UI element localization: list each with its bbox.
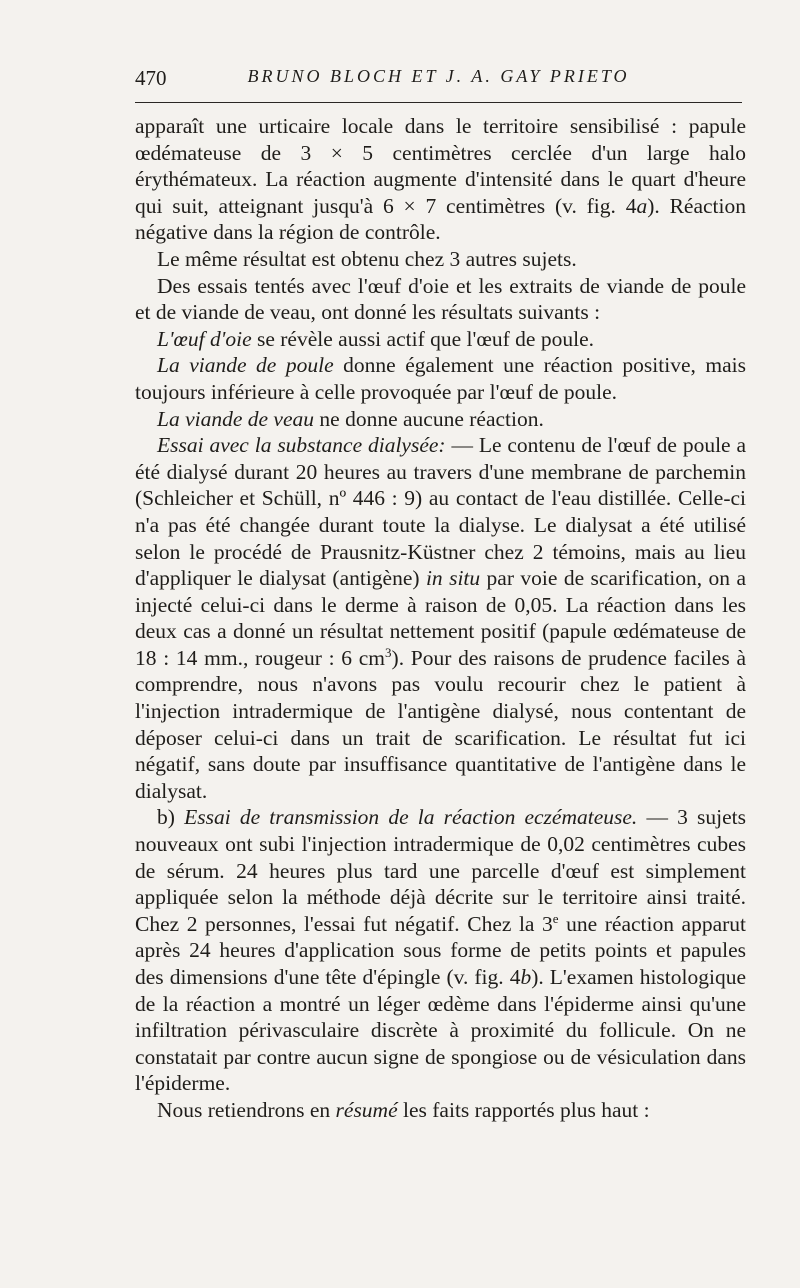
paragraph-p2: Le même résultat est obtenu chez 3 autres sujets. xyxy=(157,246,577,271)
paragraph-p4: L'œuf d'oie se révèle aussi actif que l'œuf de poule. xyxy=(157,326,594,351)
paragraph-p3: Des essais tentés avec l'œuf d'oie et les extraits de viande de poule et de viande de veau, ont donné les résultats suivants : xyxy=(135,273,746,325)
running-title: BRUNO BLOCH ET J. A. GAY PRIETO xyxy=(247,66,630,86)
paragraph-p7: Essai avec la substance dialysée: — Le contenu de l'œuf de poule a été dialysé durant 20 heures au travers d'une membrane de parchemin (Schleicher et Schüll, nº 446 : 9) au contact de l'eau distillée. Celle-ci n'a pas été changée durant toute la dialyse. Le dialysat a été utilisé selon le procédé de Prausnitz-Küstner chez 2 témoins, mais au lieu d'appliquer le dialysat (antigène) in situ par voie de scarification, on a injecté celui-ci dans le derme à raison de 0,05. La réaction dans les deux cas a donné un résultat nettement positif (papule œdémateuse de 18 : 14 mm., rougeur : 6 $cm^3$). Pour des raisons de prudence faciles à comprendre, nous n'avons pas voulu recourir chez le patient à l'injection intradermique de l'antigène dialysé, nous contentant de déposer celui-ci dans un trait de scarification. Le résultat fut ici négatif, sans doute par insuffisance quantitative de l'antigène dans le dialysat. xyxy=(135,433,746,803)
page-number: 470 xyxy=(135,66,167,90)
paragraph-p9: Nous retiendrons en résumé les faits rapportés plus haut : xyxy=(157,1097,650,1122)
header-rule xyxy=(135,102,742,103)
page-header xyxy=(135,66,742,98)
paragraph-p1: apparaît une urticaire locale dans le territoire sensibilisé : papule œdémateuse de 3 × 5 centimètres cerclée d'un large halo érythémateux. La réaction augmente d'intensité dans le quart d'heure qui suit, atteignant jusqu'à 6 × 7 centimètres (v. fig. 4a). Réaction négative dans la région de contrôle. xyxy=(135,114,747,245)
paragraph-p8: b) Essai de transmission de la réaction eczémateuse. — 3 sujets nouveaux ont subi l'injection intradermique de 0,02 centimètres cubes de sérum. 24 heures plus tard une parcelle d'œuf est simplement appliquée selon la méthode déjà décrite sur le territoire ainsi traité. Chez 2 personnes, l'essai fut négatif. Chez la 3e une réaction apparut après 24 heures d'application sous forme de petits points et papules des dimensions d'une tête d'épingle (v. fig. 4b). L'examen histologique de la réaction a montré un léger œdème dans l'épiderme ainsi qu'une infiltration périvasculaire discrète à proximité du follicule. On ne constatait par contre aucun signe de spongiose ou de vésiculation dans l'épiderme. xyxy=(135,805,747,1096)
paragraph-p6: La viande de veau ne donne aucune réaction. xyxy=(157,406,544,431)
paragraph-p5: La viande de poule donne également une réaction positive, mais toujours inférieure à celle provoquée par l'œuf de poule. xyxy=(135,353,746,404)
body-text xyxy=(135,113,746,1124)
